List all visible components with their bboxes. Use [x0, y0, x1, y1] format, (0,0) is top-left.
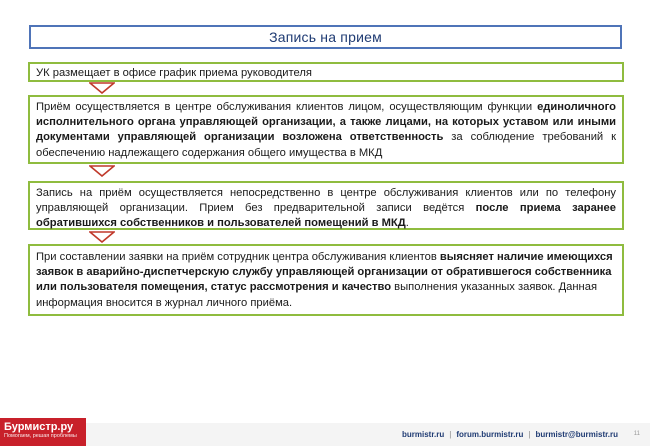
burmistr-logo [0, 418, 86, 446]
step-box-schedule: УК размещает в офисе график приема руководителя [28, 62, 624, 82]
footer-separator: | [528, 430, 531, 439]
down-arrow-icon [89, 165, 115, 177]
slide-title: Запись на прием [29, 25, 622, 49]
logo-tagline: Помогаем, решая проблемы [4, 433, 77, 439]
down-arrow-icon [89, 231, 115, 243]
footer-separator: | [449, 430, 452, 439]
footer-link-forum[interactable]: forum.burmistr.ru [456, 430, 524, 439]
page-number: 11 [633, 431, 640, 437]
step-box-request-check: При составлении заявки на приём сотрудник центра обслуживания клиентов выясняет наличие имеющихся заявок в аварийно-диспетчерскую службу управляющей организации от обратившегося собственника или пользователя помещения, статус рассмотрения и качество выполнения указанных заявок. Данная информация вносится в журнал личного приёма. [28, 244, 624, 316]
down-arrow-icon [89, 82, 115, 94]
logo-name: Бурмистр.ру [4, 421, 74, 433]
step-box-who-receives: Приём осуществляется в центре обслуживания клиентов лицом, осуществляющим функции единоличного исполнительного органа управляющей организации, а также лицами, на которых уставом или иными документами управляющей организации возложена ответственность за соблюдение требований к обеспечению надлежащего содержания общего имущества в МКД [28, 95, 624, 164]
footer-link-site[interactable]: burmistr.ru [402, 430, 445, 439]
footer-links [402, 430, 618, 439]
step-box-appointment: Запись на приём осуществляется непосредственно в центре обслуживания клиентов или по телефону управляющей организации. Прием без предварительной записи ведётся после приема заранее обратившихся собственников и пользователей помещений в МКД. [28, 181, 624, 230]
footer-link-email[interactable]: burmistr@burmistr.ru [535, 430, 618, 439]
